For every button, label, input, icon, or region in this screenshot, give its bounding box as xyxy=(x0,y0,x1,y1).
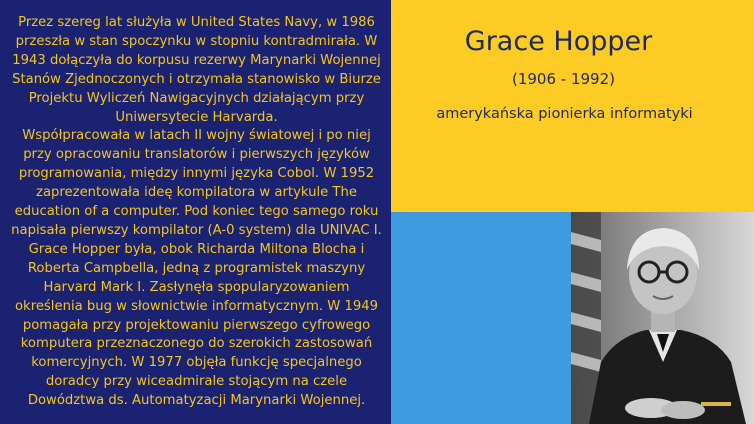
bio-paragraph-3: Grace Hopper była, obok Richarda Miltona Blocha i Roberta Campbella, jedną z programistek maszyny Harvard Mark I. Zasłynęła spopularyzowaniem określenia bug w słownictwie informatycznym. W 1949 pomagała przy projektowaniu pierwszego cyfrowego komputera przeznaczonego do szerokich zastosowań komercyjnych. W 1977 objęła funkcję specjalnego doradcy przy wiceadmirale stojącym na czele Dowództwa ds. Automatyzacji Marynarki Wojennej. xyxy=(14,241,379,409)
title-panel xyxy=(391,0,754,212)
bio-paragraph-1: Przez szereg lat służyła w United States Navy, w 1986 przeszła w stan spoczynku w stopniu kontradmirała. W 1943 dołączyła do korpusu rezerwy Marynarki Wojennej Stanów Zjednoczonych i otrzymała stanowisko w Biurze Projektu Wyliczeń Nawigacyjnych działającym przy Uniwersytecie Harvarda. xyxy=(12,15,381,125)
portrait-photo xyxy=(571,212,754,424)
life-years: (1906 - 1992) xyxy=(511,70,615,88)
person-name: Grace Hopper xyxy=(464,26,653,57)
biography-text xyxy=(8,14,385,411)
person-description: amerykańska pionierka informatyki xyxy=(436,106,693,122)
bio-paragraph-2: Współpracowała w latach II wojny światowej i po niej przy opracowaniu translatorów i pierwszych języków programowania, między innymi języka Cobol. W 1952 zaprezentowała ideę kompilatora w artykule The education of a computer. Pod koniec tego samego roku napisała pierwszy kompilator (A-0 system) dla UNIVAC I. xyxy=(11,128,382,238)
